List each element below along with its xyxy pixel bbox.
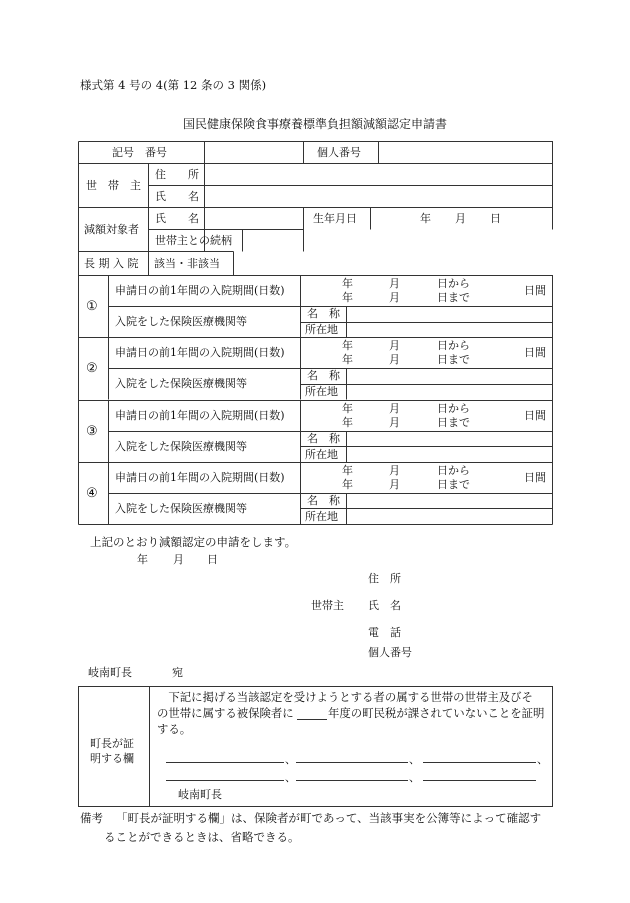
certification-blank-line[interactable] bbox=[166, 762, 284, 763]
householder-label: 世 帯 主 bbox=[86, 179, 141, 192]
target-name-label: 氏 名 bbox=[155, 212, 199, 225]
symbol-number-field[interactable] bbox=[205, 142, 302, 163]
applicant-personal-number-label: 個人番号 bbox=[368, 646, 412, 659]
target-name-field[interactable] bbox=[205, 208, 302, 229]
to-day: 日まで bbox=[437, 353, 470, 367]
location-field[interactable] bbox=[347, 447, 551, 461]
certification-blank-line[interactable] bbox=[423, 762, 536, 763]
hospital-label: 入院をした保険医療機関等 bbox=[115, 315, 247, 328]
addressee-suffix: 宛 bbox=[172, 666, 183, 679]
from-day: 日から bbox=[437, 339, 470, 353]
hospital-name-field[interactable] bbox=[347, 494, 551, 508]
certification-blank-line[interactable] bbox=[296, 762, 408, 763]
birth-day: 日 bbox=[490, 212, 501, 225]
period-number: ① bbox=[86, 299, 98, 314]
to-day: 日まで bbox=[437, 415, 470, 429]
period-number: ④ bbox=[86, 485, 98, 501]
applicant-phone-label: 電 話 bbox=[368, 626, 401, 639]
hospital-label: 入院をした保険医療機関等 bbox=[115, 377, 247, 391]
remarks-line-1: 「町長が証明する欄」は、保険者が町であって、当該事実を公簿等によって確認す bbox=[116, 811, 542, 825]
location-label: 所在地 bbox=[305, 509, 338, 523]
personal-number-field[interactable] bbox=[379, 142, 551, 163]
hospital-label: 入院をした保険医療機関等 bbox=[115, 439, 247, 453]
birth-year: 年 bbox=[420, 212, 431, 225]
days-count: 日間 bbox=[524, 346, 546, 360]
certification-label-1: 町長が証 bbox=[90, 737, 134, 750]
application-statement: 上記のとおり減額認定の申請をします。 bbox=[90, 535, 297, 549]
form-title: 国民健康保険食事療養標準負担額減額認定申請書 bbox=[183, 117, 448, 131]
address-label: 住 所 bbox=[155, 168, 199, 181]
to-day: 日まで bbox=[437, 291, 470, 304]
days-count: 日間 bbox=[524, 284, 546, 297]
long-term-applicable[interactable]: 該当・非該当 bbox=[154, 257, 220, 270]
certification-line-1: 下記に掲げる当該認定を受けようとする者の属する世帯の世帯主及びそ bbox=[157, 690, 533, 704]
period-label: 申請日の前1年間の入院期間(日数) bbox=[115, 346, 285, 360]
certification-blank-line[interactable] bbox=[166, 780, 284, 781]
from-year: 年 bbox=[342, 463, 353, 477]
location-field[interactable] bbox=[347, 322, 551, 336]
application-month: 月 bbox=[173, 553, 184, 566]
certification-blank-line[interactable] bbox=[296, 780, 408, 781]
hospital-name-field[interactable] bbox=[347, 369, 551, 383]
application-day: 日 bbox=[207, 553, 218, 566]
from-day: 日から bbox=[437, 463, 470, 477]
long-term-label: 長 期 入 院 bbox=[84, 257, 139, 270]
days-count: 日間 bbox=[524, 408, 546, 422]
to-month: 月 bbox=[389, 477, 400, 491]
from-month: 月 bbox=[389, 339, 400, 353]
period-number: ② bbox=[86, 361, 98, 377]
personal-number-label: 個人番号 bbox=[317, 146, 361, 159]
certification-line-2a: の世帯に属する被保険者に bbox=[157, 706, 294, 720]
certification-mayor: 岐南町長 bbox=[178, 788, 222, 801]
to-year: 年 bbox=[342, 415, 353, 429]
birthdate-label: 生年月日 bbox=[313, 212, 357, 225]
remarks-line-2: ることができるときは、省略できる。 bbox=[104, 830, 300, 844]
hospital-name-label: 名 称 bbox=[307, 307, 340, 320]
relation-field[interactable] bbox=[243, 230, 302, 251]
separator: 、 bbox=[285, 771, 296, 784]
period-label: 申請日の前1年間の入院期間(日数) bbox=[115, 408, 285, 422]
to-day: 日まで bbox=[437, 477, 470, 491]
separator: 、 bbox=[285, 753, 296, 766]
to-year: 年 bbox=[342, 291, 353, 304]
householder-address-field[interactable] bbox=[205, 164, 551, 185]
separator: 、 bbox=[409, 771, 420, 784]
application-year: 年 bbox=[137, 553, 148, 566]
certification-line-2b: 年度の町民税が課されていないことを証明 bbox=[328, 706, 545, 720]
addressee: 岐南町長 bbox=[88, 666, 132, 679]
period-number: ③ bbox=[86, 423, 98, 439]
days-count: 日間 bbox=[524, 470, 546, 484]
to-year: 年 bbox=[342, 477, 353, 491]
remarks-label: 備考 bbox=[80, 811, 103, 825]
to-month: 月 bbox=[389, 291, 400, 304]
applicant-householder-label: 世帯主 bbox=[311, 599, 344, 612]
form-number: 様式第 4 号の 4(第 12 条の 3 関係) bbox=[80, 78, 267, 92]
period-label: 申請日の前1年間の入院期間(日数) bbox=[115, 284, 285, 297]
applicant-name-label: 氏 名 bbox=[368, 599, 401, 612]
from-year: 年 bbox=[342, 339, 353, 353]
location-label: 所在地 bbox=[305, 385, 338, 399]
separator: 、 bbox=[537, 753, 548, 766]
to-month: 月 bbox=[389, 415, 400, 429]
tax-year-blank[interactable] bbox=[297, 719, 327, 720]
location-label: 所在地 bbox=[305, 447, 338, 461]
from-day: 日から bbox=[437, 277, 470, 290]
location-field[interactable] bbox=[347, 509, 551, 523]
period-label: 申請日の前1年間の入院期間(日数) bbox=[115, 470, 285, 484]
from-year: 年 bbox=[342, 277, 353, 290]
from-month: 月 bbox=[389, 463, 400, 477]
from-year: 年 bbox=[342, 401, 353, 415]
hospital-name-label: 名 称 bbox=[307, 431, 340, 445]
location-field[interactable] bbox=[347, 384, 551, 398]
location-label: 所在地 bbox=[305, 323, 338, 336]
from-month: 月 bbox=[389, 277, 400, 290]
applicant-address-label: 住 所 bbox=[368, 572, 401, 585]
target-label: 減額対象者 bbox=[84, 223, 139, 236]
to-month: 月 bbox=[389, 353, 400, 367]
name-label: 氏 名 bbox=[155, 190, 199, 203]
hospital-name-field[interactable] bbox=[347, 432, 551, 446]
hospital-label: 入院をした保険医療機関等 bbox=[115, 501, 247, 515]
certification-label-2: 明する欄 bbox=[90, 752, 134, 765]
relation-label: 世帯主との続柄 bbox=[155, 234, 232, 247]
from-month: 月 bbox=[389, 401, 400, 415]
separator: 、 bbox=[409, 753, 420, 766]
householder-name-field[interactable] bbox=[205, 186, 551, 207]
birth-month: 月 bbox=[455, 212, 466, 225]
symbol-number-label: 記号 番号 bbox=[112, 146, 167, 159]
from-day: 日から bbox=[437, 401, 470, 415]
to-year: 年 bbox=[342, 353, 353, 367]
hospital-name-field[interactable] bbox=[347, 307, 551, 321]
hospital-name-label: 名 称 bbox=[307, 369, 340, 383]
certification-line-3: する。 bbox=[157, 722, 192, 736]
certification-blank-line[interactable] bbox=[423, 780, 536, 781]
hospital-name-label: 名 称 bbox=[307, 493, 340, 507]
